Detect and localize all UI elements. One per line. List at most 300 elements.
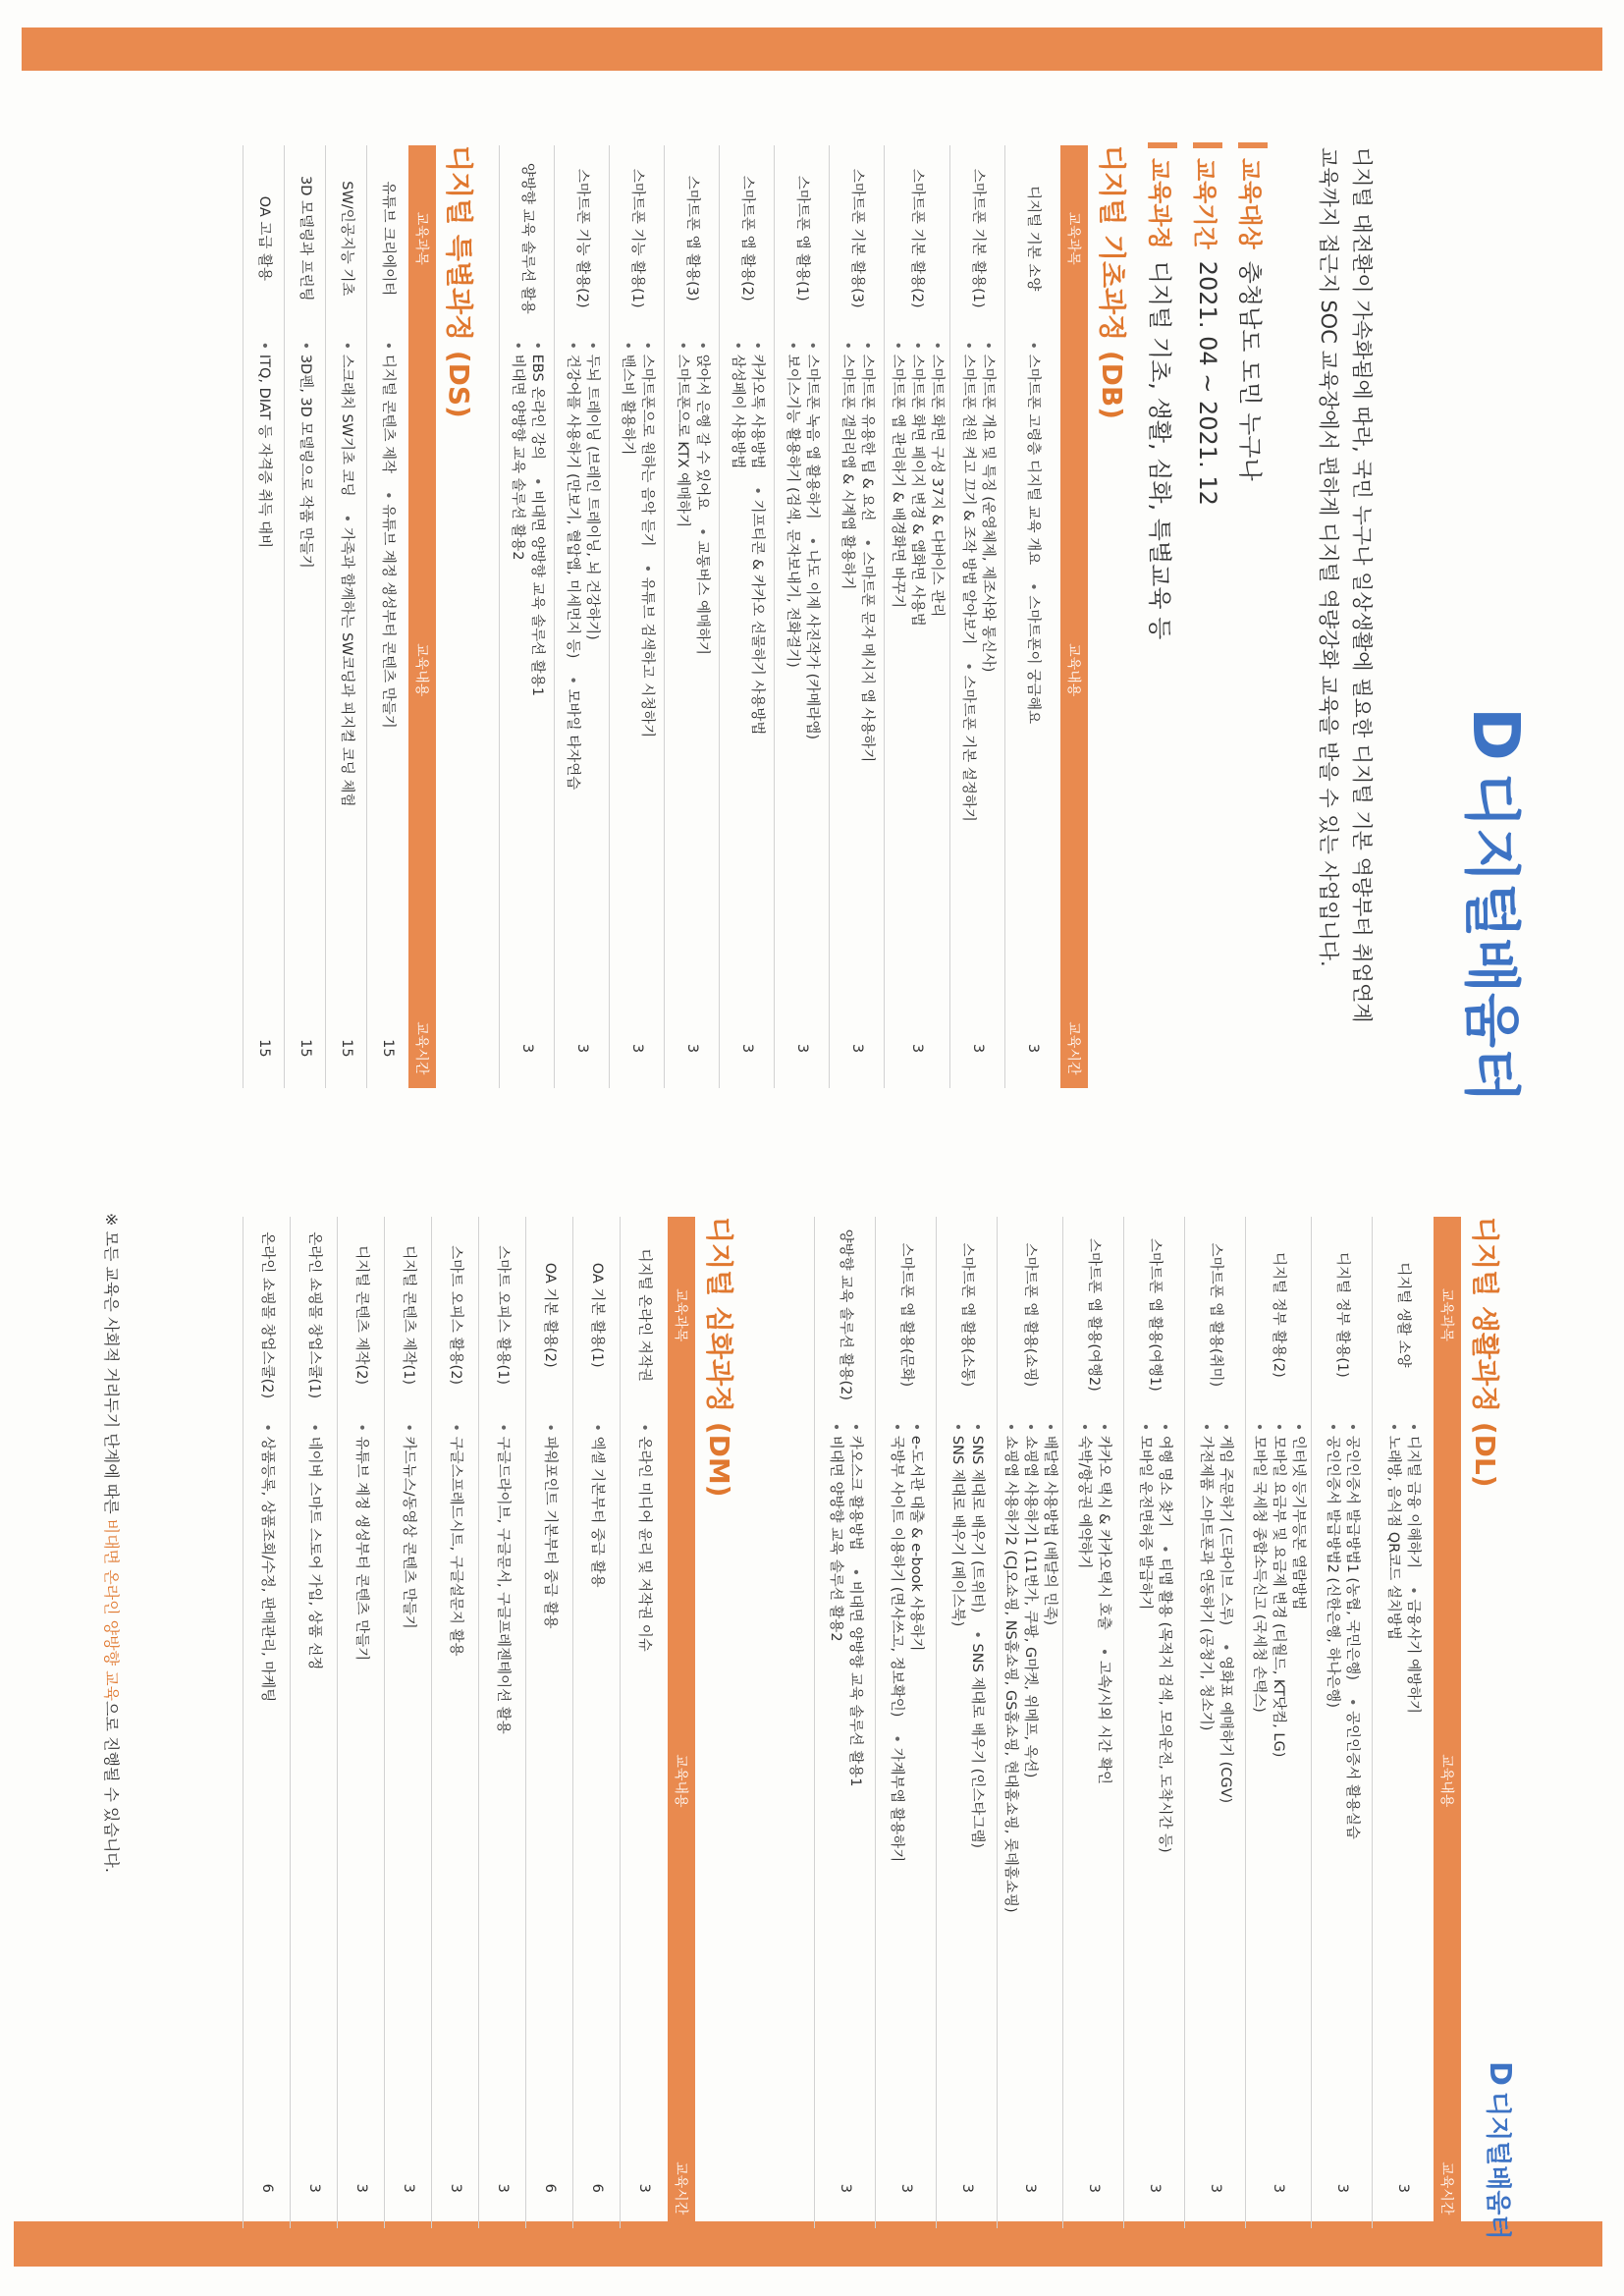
content-line — [692, 342, 712, 1003]
header-hours: 교육시간 — [1434, 2149, 1461, 2228]
header-subject: 교육과목 — [1060, 145, 1088, 332]
table-row — [291, 1217, 338, 2228]
content-line — [1001, 1423, 1021, 2143]
content-line — [1094, 1423, 1113, 2143]
course-name: 스마트폰 앱 활용(쇼핑) — [998, 1217, 1063, 1413]
content-item: • 인터넷 등기부등본 열람방법 — [1289, 1423, 1309, 1610]
content-item: • 카카오톡 사용방법 — [747, 342, 767, 469]
content-item: • 상품등록, 상품조회/수정, 판매관리, 마케팅 — [257, 1423, 277, 1702]
content-item: • 카드뉴스/동영상 콘텐츠 만들기 — [399, 1423, 418, 1628]
content-line — [958, 342, 978, 1003]
course-hours: 15 — [367, 1009, 408, 1088]
content-item: • 스마트폰으로 KTX 예매하기 — [673, 342, 692, 528]
content-item: • SNS 제대로 배우기 (인스타그램) — [967, 1630, 987, 1848]
content-line — [1342, 1423, 1362, 2143]
content-item: • 보이스기능 활용하기 (검색, 문자보내기, 전화걸기) — [783, 342, 802, 668]
content-line — [618, 342, 637, 1003]
content-item: • 가계부앱 활용하기 — [887, 1734, 906, 1862]
course-hours: 3 — [1373, 2149, 1434, 2228]
table-row — [338, 1217, 385, 2228]
table-row — [1185, 1217, 1246, 2228]
table-row — [526, 1217, 573, 2228]
content-item: • 밴스비 활용하기 — [618, 342, 637, 456]
course-content — [285, 332, 326, 1009]
header-hours: 교육시간 — [1060, 1009, 1088, 1088]
course-name: 스마트폰 앱 활용(여행2) — [1063, 1217, 1124, 1413]
content-item: • 삼성페이 사용방법 — [728, 342, 747, 469]
content-item: • 스크래치 SW기초 코딩 — [337, 342, 356, 497]
course-name: 스마트폰 앱 활용(취미) — [1185, 1217, 1246, 1413]
intro-line-2: 교육까지 접근지 SOC 교육장에서 편하게 디지털 역량강화 교육을 받을 수 있는 사업입니다. — [1317, 147, 1340, 967]
course-hours: 3 — [385, 2149, 432, 2228]
content-item: • 유튜브 계정 생성부터 콘텐츠 만들기 — [352, 1423, 371, 1661]
content-item: • 나도 이제 사진작가 (카메라앱) — [802, 537, 822, 739]
content-item: • 유튜브 계정 생성부터 콘텐츠 만들기 — [378, 491, 398, 729]
db-title: 디지털 기초과정 (DB) — [1096, 145, 1128, 420]
table-row — [950, 145, 1005, 1088]
content-line — [1074, 1423, 1094, 2143]
course-content — [385, 1413, 432, 2148]
content-item: • 디지털 콘텐츠 제작 — [378, 342, 398, 473]
content-line — [1135, 1423, 1155, 2143]
header-content: 교육내용 — [668, 1413, 695, 2148]
course-hours: 3 — [432, 2149, 479, 2228]
course-name: 스마트 오피스 활용(1) — [479, 1217, 526, 1413]
ds-table — [244, 145, 437, 1088]
content-item: • 파워포인트 기본부터 중급 활용 — [540, 1423, 560, 1628]
content-item: • 엑셀 기본부터 중급 활용 — [587, 1423, 607, 1587]
content-item: • 영화표 예매하기 (CGV) — [1216, 1643, 1235, 1803]
content-line — [783, 342, 802, 1003]
course-name: 양방향 교육 솔루션 활용(2) — [815, 1217, 876, 1413]
course-content — [1063, 1413, 1124, 2149]
content-line — [446, 1423, 465, 2142]
course-hours: 3 — [720, 1009, 775, 1088]
course-name: 스마트폰 기본 활용(1) — [950, 145, 1005, 332]
footnote-highlight: 비대면 온라인 양방향 교육 — [102, 1518, 121, 1702]
content-item: • 고속/시외 시간 확인 — [1094, 1648, 1113, 1784]
content-item: • 온라인 미디어 윤리 및 저작권 이슈 — [634, 1423, 654, 1651]
content-item: • e-도서관 대출 & e-book 사용하기 — [906, 1423, 926, 1652]
header-content: 교육내용 — [1060, 332, 1088, 1009]
table-row — [937, 1217, 998, 2228]
course-content — [573, 1413, 621, 2148]
content-item: • 국방부 사이트 이용하기 (면사쓰고, 정보확인) — [887, 1423, 906, 1718]
course-content — [479, 1413, 526, 2148]
dl-table — [815, 1217, 1462, 2228]
content-item: • 모바일 국세청 종합소득신고 (국세청 손택스) — [1250, 1423, 1270, 1713]
course-hours: 3 — [1312, 2149, 1373, 2228]
content-item: • 스마트폰 갤러리앱 & 시계앱 활용하기 — [838, 342, 857, 590]
content-item: • 모바일 운전면허증 발급하기 — [1135, 1423, 1155, 1610]
content-item: • 가족과 함께하는 SW코딩과 피지컬 코딩 체험 — [337, 515, 356, 807]
table-row — [998, 1217, 1063, 2228]
course-name: 스마트폰 기능 활용(2) — [555, 145, 610, 332]
meta-value: 충청남도 도민 누구나 — [1236, 260, 1265, 481]
course-hours: 3 — [338, 2149, 385, 2228]
content-item: • 금융사기 예방하기 — [1403, 1586, 1423, 1714]
course-content — [610, 332, 665, 1009]
header-subject: 교육과목 — [668, 1217, 695, 1413]
content-line — [563, 342, 582, 1003]
dl-title: 디지털 생활과정 (DL) — [1469, 1217, 1501, 1488]
course-name: 스마트 오피스 활용(2) — [432, 1217, 479, 1413]
course-hours: 3 — [1063, 2149, 1124, 2228]
content-item: • 스마트폰 녹음 앱 활용하기 — [802, 342, 822, 519]
course-name: 스마트폰 앱 활용(2) — [720, 145, 775, 332]
table-header-row — [408, 145, 436, 1088]
program-meta — [1140, 142, 1275, 639]
content-line — [673, 342, 692, 1003]
table-row — [479, 1217, 526, 2228]
content-item: • 티맵 활용 (목적지 검색, 모의운전, 도착시간 등) — [1155, 1545, 1174, 1852]
meta-key: 교육기간 — [1191, 158, 1219, 249]
course-hours: 3 — [830, 1009, 885, 1088]
content-item: • 비대면 양방향 교육 솔루션 활용2 — [508, 342, 527, 561]
table-row — [555, 145, 610, 1088]
course-name: 스마트폰 앱 활용(1) — [775, 145, 830, 332]
header-hours: 교육시간 — [668, 2149, 695, 2228]
table-row — [621, 1217, 668, 2228]
table-row — [573, 1217, 621, 2228]
course-content — [500, 332, 555, 1009]
content-line — [889, 342, 908, 1003]
course-content — [1246, 1413, 1312, 2149]
content-line — [1383, 1423, 1403, 2143]
table-row — [720, 145, 775, 1088]
content-line — [887, 1423, 906, 2143]
content-item: • 스마트폰 문자 메시지 앱 사용하기 — [857, 539, 877, 763]
meta-key: 교육과정 — [1146, 158, 1174, 249]
content-item: • 유튜브 검색하고 시청하기 — [637, 565, 657, 738]
content-item: • 스마트폰 개요 및 특징 (운영체제, 제조사와 통신사) — [978, 342, 998, 673]
content-item: • 스마트폰이 궁금해요 — [1023, 582, 1043, 724]
content-item: • 카카오 택시 & 카카오택시 호출 — [1094, 1423, 1113, 1630]
course-content — [621, 1413, 668, 2148]
course-content — [998, 1413, 1063, 2149]
dm-table — [244, 1217, 696, 2228]
course-hours: 3 — [291, 2149, 338, 2228]
course-content — [950, 332, 1005, 1009]
course-name: 스마트폰 기능 활용(1) — [610, 145, 665, 332]
course-hours: 3 — [1124, 2149, 1185, 2228]
content-line — [637, 342, 657, 1003]
course-hours: 6 — [573, 2149, 621, 2228]
table-header-row — [1434, 1217, 1461, 2228]
table-row — [385, 1217, 432, 2228]
course-content — [526, 1413, 573, 2148]
content-line — [508, 342, 527, 1003]
table-row — [775, 145, 830, 1088]
content-item: • 스마트폰 고령층 디지털 교육 개요 — [1023, 342, 1043, 566]
course-hours: 3 — [876, 2149, 937, 2228]
brand-name: 디지털배움터 — [1458, 772, 1525, 1103]
footnote — [101, 1213, 124, 1873]
course-name: 스마트폰 앱 활용(소통) — [937, 1217, 998, 1413]
table-row — [610, 145, 665, 1088]
content-line — [587, 1423, 607, 2142]
course-hours: 3 — [950, 1009, 1005, 1088]
content-item: • 교통버스 예매하기 — [692, 527, 712, 655]
course-content — [367, 332, 408, 1009]
content-item: • 스마트폰 기본 설정하기 — [958, 662, 978, 821]
content-item: • 구글드라이브, 구글문서, 구글프레젠테이션 활용 — [493, 1423, 513, 1733]
course-content — [291, 1413, 338, 2148]
course-name: 온라인 쇼핑몰 창업스쿨(1) — [291, 1217, 338, 1413]
content-line — [826, 1423, 845, 2143]
course-content — [1373, 1413, 1434, 2149]
content-line — [540, 1423, 560, 2142]
main-logo — [1455, 707, 1538, 1103]
footnote-suffix: 으로 진행될 수 있습니다. — [102, 1701, 121, 1873]
course-content — [885, 332, 950, 1009]
content-item: • 공인인증서 발급방법1 (농협, 국민은행) — [1342, 1423, 1362, 1680]
content-item: • 건강어플 사용하기 (만보기, 혈압앱, 미세먼지 등) — [563, 342, 582, 659]
course-hours: 3 — [937, 2149, 998, 2228]
course-content — [338, 1413, 385, 2148]
table-row — [285, 145, 326, 1088]
footnote-prefix: ※ 모든 교육은 사회적 거리두기 단계에 따른 — [102, 1213, 121, 1519]
header-subject: 교육과목 — [408, 145, 436, 332]
content-line — [296, 342, 315, 1003]
course-hours: 3 — [1246, 2149, 1312, 2228]
table-row — [815, 1217, 876, 2228]
content-line — [257, 1423, 277, 2142]
course-name: OA 고급 활용 — [244, 145, 285, 332]
content-item: • 가전제품 스마트폰과 연동하기 (공청기, 청소기) — [1196, 1423, 1216, 1731]
content-item: • 앉아서 은행 갈 수 있어요 — [692, 342, 712, 511]
course-content — [876, 1413, 937, 2149]
content-line — [728, 342, 747, 1003]
course-hours: 6 — [526, 2149, 573, 2228]
course-name: OA 기본 활용(1) — [573, 1217, 621, 1413]
table-row — [500, 145, 555, 1088]
content-item: • 게임 주문하기 (드라이브 스루) — [1216, 1423, 1235, 1625]
content-line — [1250, 1423, 1270, 2143]
course-content — [1005, 332, 1060, 1009]
course-content — [665, 332, 720, 1009]
course-hours: 3 — [555, 1009, 610, 1088]
meta-period — [1185, 142, 1230, 639]
content-item: • SNS 제대로 배우기 (페이스북) — [947, 1423, 967, 1627]
course-name: 온라인 쇼핑몰 창업스쿨(2) — [244, 1217, 291, 1413]
course-hours: 3 — [885, 1009, 950, 1088]
content-line — [857, 342, 877, 1003]
content-line — [527, 342, 547, 1003]
table-row — [1124, 1217, 1185, 2228]
db-table — [500, 145, 1089, 1088]
content-item: • 스마트폰 전원 켜고 끄기 & 조작 방법 알아보기 — [958, 342, 978, 645]
course-name: 디지털 콘텐츠 제작(1) — [385, 1217, 432, 1413]
table-row — [1063, 1217, 1124, 2228]
course-name: 스마트폰 앱 활용(3) — [665, 145, 720, 332]
course-name: 디지털 생활 소양 — [1373, 1217, 1434, 1413]
meta-value: 2021. 04 ~ 2021. 12 — [1194, 260, 1221, 506]
content-item: • 두뇌 트레이닝 (브레인 트레이닝, 뇌 건강하기) — [582, 342, 602, 640]
brand-logo-icon: D — [1483, 2061, 1517, 2086]
content-line — [304, 1423, 324, 2142]
content-line — [378, 342, 398, 1003]
course-hours: 3 — [815, 2149, 876, 2228]
course-name: 3D 모델링과 프린팅 — [285, 145, 326, 332]
content-line — [634, 1423, 654, 2142]
content-item: • 스마트폰 유용한 팁 & 요선 — [857, 342, 877, 521]
content-line — [1023, 342, 1043, 1003]
content-item: • 비대면 양방향 교육 솔루션 활용2 — [826, 1423, 845, 1642]
content-line — [1155, 1423, 1174, 2143]
content-item: • 쇼핑앱 사용하기1 (11번가, 쿠팡, G마켓, 위메프, 옥션) — [1021, 1423, 1041, 1778]
content-line — [582, 342, 602, 1003]
table-row — [1005, 145, 1060, 1088]
content-item: • 공인인증서 발급방법2 (신한은행, 하나은행) — [1323, 1423, 1342, 1708]
brand-name: 디지털배움터 — [1483, 2091, 1512, 2240]
content-line — [1323, 1423, 1342, 2143]
brand-logo-icon: D — [1458, 707, 1535, 761]
course-content — [555, 332, 610, 1009]
content-item: • 여행 명소 찾기 — [1155, 1423, 1174, 1527]
content-item: • 스마트폰 앱 관리하기 & 배경화면 바꾸기 — [889, 342, 908, 609]
content-item: • 스마트폰 화면 구성 37지 & 다바이스 관리 — [928, 342, 947, 618]
dm-title: 디지털 심화과정 (DM) — [703, 1217, 735, 1498]
content-line — [337, 342, 356, 1003]
course-name: 디지털 정부 활용(2) — [1246, 1217, 1312, 1413]
course-hours: 3 — [610, 1009, 665, 1088]
content-item: • 3D펜, 3D 모델링으로 작품 만들기 — [296, 342, 315, 569]
meta-key: 교육대상 — [1236, 158, 1265, 249]
content-line — [1289, 1423, 1309, 2143]
course-hours: 3 — [479, 2149, 526, 2228]
meta-value: 디지털 기초, 생활, 심화, 특별교육 등 — [1146, 260, 1174, 640]
content-line — [254, 342, 274, 1003]
header-content: 교육내용 — [1434, 1413, 1461, 2149]
content-line — [928, 342, 947, 1003]
table-row — [1312, 1217, 1373, 2228]
content-item: • 쇼핑앱 사용하기2 (CJ오쇼핑, NS홈쇼핑, GS홈쇼핑, 현대홈쇼핑, 롯데홈쇼핑) — [1001, 1423, 1021, 1913]
course-hours: 3 — [1005, 1009, 1060, 1088]
content-line — [845, 1423, 865, 2143]
course-name: 스마트폰 앱 활용(문화) — [876, 1217, 937, 1413]
course-hours: 3 — [998, 2149, 1063, 2228]
table-row — [876, 1217, 937, 2228]
course-name: 디지털 콘텐츠 제작(2) — [338, 1217, 385, 1413]
course-content — [432, 1413, 479, 2148]
course-hours: 3 — [500, 1009, 555, 1088]
content-item: • EBS 온라인 강의 — [527, 342, 547, 460]
content-line — [838, 342, 857, 1003]
course-content — [244, 1413, 291, 2148]
content-item: • 공인인증서 활용실습 — [1342, 1698, 1362, 1839]
course-content — [326, 332, 367, 1009]
table-row — [1246, 1217, 1312, 2228]
course-content — [1124, 1413, 1185, 2149]
content-item: • 스마트폰 화면 페이지 변경 & 앱화면 사용법 — [908, 342, 928, 627]
content-item: • 스마트폰으로 원하는 음악 듣기 — [637, 342, 657, 547]
table-header-row — [1060, 145, 1088, 1088]
content-item: • 네이버 스마트 스토어 가입, 상품 선정 — [304, 1423, 324, 1669]
table-row — [432, 1217, 479, 2228]
course-name: SW/인공지능 기초 — [326, 145, 367, 332]
content-item: • 숙박/항공권 예약하기 — [1074, 1423, 1094, 1569]
content-item: • 카오스크 활용방법 — [845, 1423, 865, 1551]
right-page — [0, 1148, 1624, 2296]
course-name: 스마트폰 기본 활용(3) — [830, 145, 885, 332]
ds-title: 디지털 특별과정 (DS) — [443, 145, 475, 418]
course-hours: 3 — [1185, 2149, 1246, 2228]
course-hours: 3 — [665, 1009, 720, 1088]
course-hours: 6 — [244, 2149, 291, 2228]
table-row — [665, 145, 720, 1088]
content-item: • 노래방, 음식점 QR코드 설치방법 — [1383, 1423, 1403, 1640]
course-name: OA 기본 활용(2) — [526, 1217, 573, 1413]
content-item: • 구글스프레드시트, 구글설문지 활용 — [446, 1423, 465, 1656]
course-name: 디지털 기본 소양 — [1005, 145, 1060, 332]
content-line — [747, 342, 767, 1003]
content-line — [906, 1423, 926, 2143]
course-name: 유튜브 크리에이터 — [367, 145, 408, 332]
content-line — [978, 342, 998, 1003]
course-content — [720, 332, 775, 1009]
intro-text — [1312, 147, 1379, 1090]
content-line — [493, 1423, 513, 2142]
table-row — [244, 145, 285, 1088]
course-hours: 15 — [244, 1009, 285, 1088]
content-line — [967, 1423, 987, 2143]
content-line — [1196, 1423, 1216, 2143]
content-item: • ITQ, DIAT 등 자격증 취득 대비 — [254, 342, 274, 549]
table-row — [326, 145, 367, 1088]
course-hours: 15 — [285, 1009, 326, 1088]
header-content: 교육내용 — [408, 332, 436, 1009]
course-content — [1185, 1413, 1246, 2149]
small-logo — [1482, 2061, 1518, 2240]
course-content — [815, 1413, 876, 2149]
course-hours: 3 — [621, 2149, 668, 2228]
content-item: • 배달앱 사용방법 (배달의 민족) — [1041, 1423, 1060, 1625]
content-item: • 기프티콘 & 카카오 선물하기 사용방법 — [747, 486, 767, 735]
table-row — [885, 145, 950, 1088]
content-line — [1216, 1423, 1235, 2143]
content-item: • 모바일 요금부 및 요금제 변경 (티월드, KT닷컴, LG) — [1270, 1423, 1289, 1758]
content-line — [908, 342, 928, 1003]
table-row — [830, 145, 885, 1088]
content-item: • 비대면 양방향 교육 솔루션 활용1 — [845, 1568, 865, 1787]
content-item: • 비대면 양방향 교육 솔루션 활용1 — [527, 477, 547, 696]
course-name: 디지털 온라인 저작권 — [621, 1217, 668, 1413]
table-row — [367, 145, 408, 1088]
course-hours: 15 — [326, 1009, 367, 1088]
content-item: • 디지털 금융 이해하기 — [1403, 1423, 1423, 1568]
header-hours: 교육시간 — [408, 1009, 436, 1088]
course-name: 스마트폰 앱 활용(여행1) — [1124, 1217, 1185, 1413]
content-line — [947, 1423, 967, 2143]
content-line — [352, 1423, 371, 2142]
course-name: 스마트폰 기본 활용(2) — [885, 145, 950, 332]
course-content — [830, 332, 885, 1009]
course-content — [1312, 1413, 1373, 2149]
intro-line-1: 디지털 대전환이 가속화됨에 따라, 국민 누구나 일상생활에 필요한 디지털 기본 역량부터 취업연계 — [1350, 147, 1374, 1023]
table-header-row — [668, 1217, 695, 2228]
table-row — [244, 1217, 291, 2228]
meta-target — [1230, 142, 1275, 639]
course-name: 양방향 교육 솔루션 활용 — [500, 145, 555, 332]
content-line — [802, 342, 822, 1003]
content-line — [1403, 1423, 1423, 2143]
course-content — [937, 1413, 998, 2149]
content-item: • SNS 제대로 배우기 (트위터) — [967, 1423, 987, 1613]
header-subject: 교육과목 — [1434, 1217, 1461, 1413]
course-content — [244, 332, 285, 1009]
content-line — [1270, 1423, 1289, 2143]
